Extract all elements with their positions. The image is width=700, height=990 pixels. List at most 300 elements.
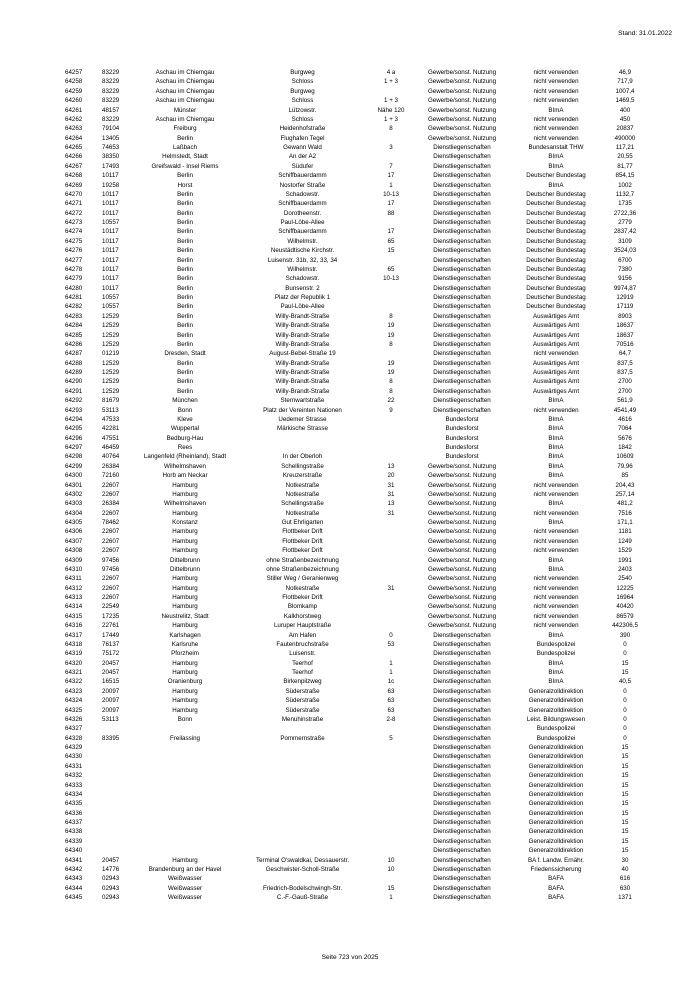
administrator-cell: nicht verwenden [533,406,579,414]
row-id-cell: 64342 [65,865,83,873]
house-number-cell: 31 [387,584,395,592]
row-id-cell: 64260 [65,97,83,105]
postal-code-cell: 83395 [102,734,120,742]
row-id-cell: 64288 [65,359,83,367]
area-cell: 79,96 [617,462,633,470]
city-cell [135,762,235,771]
house-number-cell [370,134,412,143]
administrator-cell: BA f. Landw. Ernähr. [527,856,585,864]
city-cell: Hamburg [172,856,198,864]
usage-type-cell: Dienstliegenschaften [433,190,491,198]
administrator-cell: Generalzolldirektion [528,781,584,789]
row-id-cell: 64307 [65,537,83,545]
administrator-cell: Deutscher Bundestag [526,284,586,292]
administrator-cell: Deutscher Bundestag [526,265,586,273]
house-number-cell [370,621,412,630]
row-id-cell: 64316 [65,622,83,630]
area-cell: 2837,42 [613,228,637,236]
administrator-cell: BImA [548,500,564,508]
table-row [65,424,650,433]
usage-type-cell: Gewerbe/sonst. Nutzung [427,565,497,573]
city-cell: Berlin [177,247,193,255]
usage-type-cell: Gewerbe/sonst. Nutzung [427,575,497,583]
postal-code-cell: 10117 [102,190,119,198]
street-cell: Willy-Brandt-Straße [275,378,330,386]
street-cell: Gewann Wald [283,144,322,151]
house-number-cell: 9 [389,406,393,414]
city-cell: Aschau im Chiemgau [155,97,215,105]
row-id-cell: 64319 [65,650,83,658]
area-cell: 86579 [616,612,634,620]
row-id-cell: 64257 [65,69,83,76]
row-id-cell: 64270 [65,190,83,198]
house-number-cell: 19 [387,359,395,367]
city-cell: Hamburg [172,575,198,583]
street-cell: Teerhof [292,659,313,667]
administrator-cell: Generalzolldirektion [528,697,584,705]
usage-type-cell: Dienstliegenschaften [433,687,491,695]
administrator-cell: Generalzolldirektion [528,847,584,855]
table-row [65,893,650,902]
area-cell: 2403 [618,565,632,573]
usage-type-cell: Dienstliegenschaften [433,875,491,883]
area-cell: 15 [621,762,629,770]
postal-code-cell: 10117 [102,172,119,180]
street-cell: Friedrich-Bodelschwingh-Str. [262,884,343,892]
row-id-cell: 64275 [65,237,83,245]
city-cell: Hamburg [172,706,198,714]
house-number-cell: 19 [387,369,395,376]
usage-type-cell: Gewerbe/sonst. Nutzung [427,622,497,630]
city-cell [135,752,235,761]
table-row [65,659,650,668]
table-row [65,302,650,311]
city-cell: Berlin [177,228,193,236]
city-cell: Hamburg [172,603,198,611]
city-cell: Berlin [177,312,193,320]
area-cell: 1249 [618,537,632,545]
table-row [65,143,650,152]
usage-type-cell: Gewerbe/sonst. Nutzung [427,612,497,620]
administrator-cell: nicht verwenden [533,537,579,545]
house-number-cell: 13 [387,500,395,508]
table-row [65,640,650,649]
usage-type-cell: Dienstliegenschaften [433,715,491,723]
table-row [65,546,650,555]
row-id-cell: 64274 [65,228,83,236]
city-cell: Hamburg [172,594,198,601]
area-cell: 450 [619,115,631,123]
administrator-cell: nicht verwenden [533,575,579,583]
street-cell: Wilhelmstr. [287,237,318,245]
area-cell: 40420 [616,603,634,611]
house-number-cell: 13 [387,462,395,470]
street-cell: Neustädtische Kirchstr. [270,247,335,255]
house-number-cell: 7 [389,162,393,170]
usage-type-cell: Bundesforst [445,444,479,451]
administrator-cell: Generalzolldirektion [528,772,584,780]
postal-code-cell: 40764 [102,453,120,461]
house-number-cell: 1 [389,181,393,189]
postal-code-cell [102,743,135,752]
usage-type-cell: Dienstliegenschaften [433,819,491,826]
row-id-cell: 64336 [65,809,83,817]
city-cell: Rees [177,444,193,451]
usage-type-cell: Dienstliegenschaften [433,275,491,283]
administrator-cell: Bundesanstalt THW [528,144,584,151]
table-row [65,837,650,846]
area-cell: 837,5 [617,359,633,367]
row-id-cell: 64278 [65,265,83,273]
postal-code-cell: 10117 [102,200,119,208]
table-row [65,584,650,593]
area-cell: 15 [621,819,629,826]
house-number-cell: 63 [387,706,395,714]
table-row [65,593,650,602]
house-number-cell: 22 [387,397,395,405]
usage-type-cell: Gewerbe/sonst. Nutzung [427,547,497,555]
administrator-cell: Bundespolizei [536,650,576,658]
table-row [65,481,650,490]
house-number-cell [370,771,412,780]
table-row [65,134,650,143]
area-cell: 1002 [618,181,632,189]
area-cell: 1007,4 [615,87,635,95]
page-number: Seite 723 von 2025 [321,954,379,961]
street-cell: Willy-Brandt-Straße [275,312,330,320]
city-cell: Karlsruhe [171,640,199,648]
area-cell: 64,7 [618,350,632,358]
house-number-cell [370,837,412,846]
usage-type-cell: Gewerbe/sonst. Nutzung [427,106,497,114]
city-cell: Hamburg [172,659,198,667]
house-number-cell [370,218,412,227]
usage-type-cell: Dienstliegenschaften [433,781,491,789]
administrator-cell: Deutscher Bundestag [526,200,586,208]
house-number-cell: 1 + 3 [384,115,398,123]
table-row [65,387,650,396]
table-row [65,377,650,386]
house-number-cell: 4 a [386,69,396,76]
postal-code-cell: 16515 [102,678,120,686]
table-row [65,490,650,499]
administrator-cell: BImA [548,519,564,526]
house-number-cell [370,790,412,799]
usage-type-cell: Gewerbe/sonst. Nutzung [427,594,497,601]
postal-code-cell: 10117 [102,209,119,217]
row-id-cell: 64300 [65,472,83,480]
area-cell: 81,77 [617,162,633,170]
street-cell: Uedemer Strasse [278,415,327,423]
postal-code-cell: 20457 [102,659,120,667]
postal-code-cell: 75172 [102,650,120,658]
table-row [65,799,650,808]
area-cell: 10609 [616,453,634,461]
administrator-cell: BImA [548,669,564,676]
table-row [65,631,650,640]
city-cell: Berlin [177,237,193,245]
row-id-cell: 64269 [65,181,83,189]
postal-code-cell: 12529 [102,322,120,330]
row-id-cell: 64284 [65,322,83,330]
usage-type-cell: Dienstliegenschaften [433,322,491,330]
usage-type-cell: Dienstliegenschaften [433,247,491,255]
house-number-cell [370,781,412,790]
house-number-cell [370,284,412,293]
area-cell: 717,9 [617,78,633,86]
row-id-cell: 64273 [65,219,83,226]
house-number-cell [370,556,412,565]
row-id-cell: 64343 [65,875,83,883]
city-cell: Wilhelmshaven [164,500,206,508]
usage-type-cell: Bundesforst [445,425,479,433]
area-cell: 15 [621,781,629,789]
table-row [65,68,650,77]
row-id-cell: 64318 [65,640,83,648]
administrator-cell: Generalzolldirektion [528,687,584,695]
area-cell: 2779 [618,219,632,226]
row-id-cell: 64322 [65,678,83,686]
postal-code-cell: 22549 [102,603,120,611]
row-id-cell: 64299 [65,462,83,470]
administrator-cell: Generalzolldirektion [528,819,584,826]
table-row [65,284,650,293]
postal-code-cell: 10117 [102,237,119,245]
street-cell: Flottbeker Drift [282,547,323,555]
street-cell [235,443,370,452]
city-cell: Brandenburg an der Havel [148,865,222,873]
house-number-cell: 3 [389,144,393,151]
row-id-cell: 64338 [65,828,83,836]
administrator-cell: BImA [548,397,564,405]
usage-type-cell: Dienstliegenschaften [433,640,491,648]
house-number-cell [370,743,412,752]
postal-code-cell: 12529 [102,378,120,386]
area-cell: 1529 [618,547,632,555]
row-id-cell: 64335 [65,800,83,808]
row-id-cell: 64304 [65,509,83,517]
postal-code-cell: 83229 [102,87,120,95]
city-cell [135,809,235,818]
city-cell: Wilhelmshaven [164,462,206,470]
city-cell: Hamburg [172,622,198,630]
city-cell: Greifswald - Insel Riems [151,162,219,170]
area-cell: 1842 [618,444,632,451]
street-cell: Wilhelmstr. [287,265,318,273]
row-id-cell: 64294 [65,415,83,423]
administrator-cell: Deutscher Bundestag [526,294,586,301]
administrator-cell: BImA [548,453,564,461]
postal-code-cell: 02943 [102,875,120,883]
postal-code-cell [102,846,135,855]
administrator-cell: BImA [548,631,564,639]
house-number-cell: 53 [387,640,395,648]
usage-type-cell: Dienstliegenschaften [433,219,491,226]
house-number-cell [370,602,412,611]
usage-type-cell: Dienstliegenschaften [433,387,491,395]
street-cell [235,762,370,771]
city-cell: Oranienburg [167,678,203,686]
row-id-cell: 64327 [65,725,83,733]
row-id-cell: 64259 [65,87,83,95]
city-cell: Wuppertal [170,425,200,433]
usage-type-cell: Dienstliegenschaften [433,256,491,264]
city-cell: Berlin [177,359,193,367]
usage-type-cell: Dienstliegenschaften [433,144,491,151]
area-cell: 1991 [618,556,632,564]
street-cell: Bunsenstr. 2 [285,284,320,292]
street-cell: Willy-Brandt-Straße [275,322,330,330]
city-cell: Bonn [177,715,193,723]
administrator-cell: Bundespolizei [536,734,576,742]
postal-code-cell [102,827,135,836]
area-cell: 7064 [618,425,632,433]
row-id-cell: 64331 [65,762,83,770]
area-cell: 8903 [618,312,632,320]
house-number-cell [370,537,412,546]
usage-type-cell: Gewerbe/sonst. Nutzung [427,556,497,564]
row-id-cell: 64315 [65,612,83,620]
area-cell: 18637 [616,331,634,339]
usage-type-cell: Dienstliegenschaften [433,650,491,658]
city-cell: Hamburg [172,537,198,545]
area-cell: 204,43 [615,481,635,489]
street-cell: Willy-Brandt-Straße [275,369,330,376]
street-cell: Notkestraße [285,490,320,498]
postal-code-cell: 10117 [102,284,119,292]
street-cell: Stiller Weg / Geranienweg [266,575,339,583]
table-row [65,106,650,115]
administrator-cell: BImA [548,425,564,433]
row-id-cell: 64305 [65,519,83,526]
area-cell: 12919 [616,294,634,301]
table-row [65,818,650,827]
administrator-cell: Generalzolldirektion [528,744,584,751]
row-id-cell: 64325 [65,706,83,714]
street-cell [235,809,370,818]
street-cell: Schloss [291,97,314,105]
street-cell: Geschwister-Scholl-Straße [265,865,340,873]
house-number-cell [370,415,412,424]
table-row [65,124,650,133]
table-row [65,509,650,518]
usage-type-cell: Dienstliegenschaften [433,162,491,170]
usage-type-cell: Dienstliegenschaften [433,153,491,161]
postal-code-cell: 12529 [102,387,120,395]
row-id-cell: 64303 [65,500,83,508]
street-cell: Willy-Brandt-Straße [275,359,330,367]
city-cell: Horst [177,181,193,189]
street-cell [235,752,370,761]
city-cell [135,743,235,752]
usage-type-cell: Gewerbe/sonst. Nutzung [427,537,497,545]
table-row [65,865,650,874]
usage-type-cell: Dienstliegenschaften [433,744,491,751]
table-row [65,790,650,799]
administrator-cell: BImA [548,462,564,470]
postal-code-cell [102,799,135,808]
postal-code-cell: 13405 [102,134,120,142]
table-row [65,565,650,574]
table-row [65,499,650,508]
table-row [65,471,650,480]
usage-type-cell: Dienstliegenschaften [433,340,491,348]
city-cell: Aschau im Chiemgau [155,115,215,123]
house-number-cell: 0 [389,631,393,639]
area-cell: 0 [623,725,627,733]
administrator-cell: nicht verwenden [533,481,579,489]
postal-code-cell: 47551 [102,434,120,442]
house-number-cell [370,799,412,808]
area-cell: 6700 [618,256,632,264]
administrator-cell: nicht verwenden [533,612,579,620]
street-cell: Notkestraße [285,584,320,592]
administrator-cell: nicht verwenden [533,134,579,142]
house-number-cell: 1c [387,678,395,686]
administrator-cell: Generalzolldirektion [528,809,584,817]
house-number-cell [370,527,412,536]
house-number-cell: 2-8 [386,715,396,723]
area-cell: 0 [623,734,627,742]
administrator-cell: nicht verwenden [533,594,579,601]
usage-type-cell: Dienstliegenschaften [433,200,491,208]
postal-code-cell: 14776 [102,865,120,873]
usage-type-cell: Gewerbe/sonst. Nutzung [427,584,497,592]
area-cell: 46,9 [618,69,632,76]
row-id-cell: 64323 [65,687,83,695]
house-number-cell [370,874,412,883]
street-cell [235,771,370,780]
row-id-cell: 64277 [65,256,83,264]
street-cell: Schloss [291,115,314,123]
street-cell: Pommernstraße [280,734,325,742]
street-cell: Nostorfer Straße [279,181,326,189]
street-cell [235,837,370,846]
street-cell: Süderstraße [285,697,320,705]
administrator-cell: Generalzolldirektion [528,762,584,770]
row-id-cell: 64334 [65,790,83,798]
area-cell: 40,5 [618,678,632,686]
postal-code-cell [102,771,135,780]
table-row [65,331,650,340]
city-cell: Helmstedt, Stadt [162,153,208,161]
area-cell: 2540 [618,575,632,583]
table-row [65,171,650,180]
administrator-cell: Leist. Bildungswesen [526,715,586,723]
row-id-cell: 64312 [65,584,83,592]
row-id-cell: 64282 [65,303,83,311]
street-cell: Märkische Strasse [277,425,328,433]
street-cell: Schadowstr. [285,190,320,198]
row-id-cell: 64309 [65,556,83,564]
street-cell: Blomkamp [287,603,318,611]
postal-code-cell: 02943 [102,884,120,892]
table-row [65,77,650,86]
administrator-cell: Deutscher Bundestag [526,209,586,217]
usage-type-cell: Gewerbe/sonst. Nutzung [427,472,497,480]
table-row [65,706,650,715]
table-row [65,312,650,321]
city-cell [135,771,235,780]
street-cell [235,846,370,855]
usage-type-cell: Gewerbe/sonst. Nutzung [427,78,497,86]
table-row [65,218,650,227]
row-id-cell: 64271 [65,200,83,208]
administrator-cell: Auswärtiges Amt [532,322,580,330]
table-row [65,359,650,368]
usage-type-cell: Gewerbe/sonst. Nutzung [427,481,497,489]
house-number-cell [370,434,412,443]
